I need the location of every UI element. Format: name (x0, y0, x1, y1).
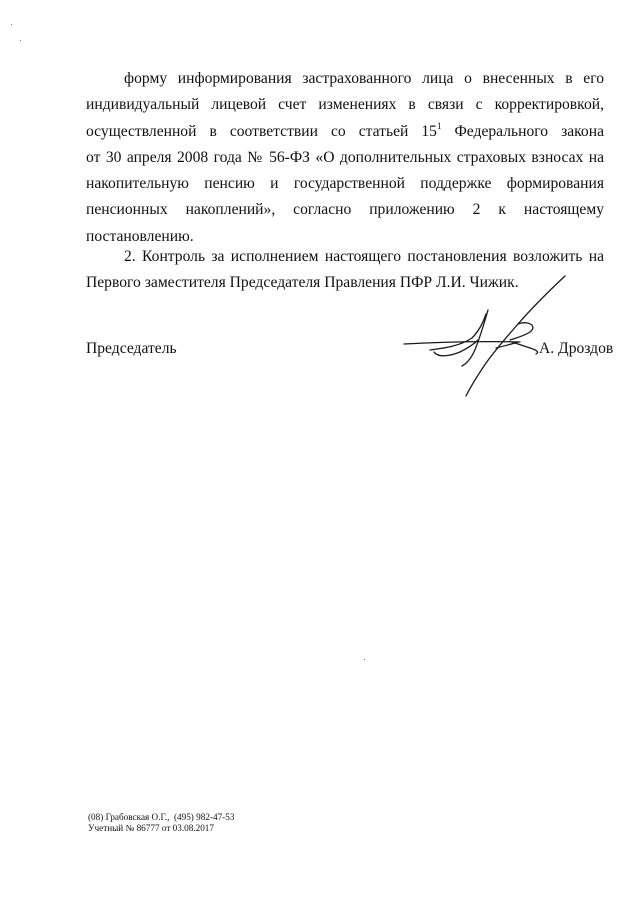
document-footer (88, 812, 234, 834)
signatory-title: Председатель (86, 340, 177, 357)
text-line: индивидуальный лицевой счет изменениях в связи с корректировкой, (86, 96, 604, 114)
text-line: постановлению. (86, 227, 194, 245)
text-line: Первого заместителя Председателя Правления ПФР Л.И. Чижик. (86, 274, 519, 292)
handwritten-signature (400, 268, 580, 403)
text-line (86, 119, 604, 145)
signatory-name: А. Дроздов (539, 340, 614, 357)
scan-speck (364, 659, 365, 660)
text-line: пенсионных накоплений», согласно приложению 2 к настоящему (86, 201, 604, 219)
text-line: накопительную пенсию и государственной поддержке формирования (86, 175, 604, 193)
text-line: от 30 апреля 2008 года № 56-ФЗ «О дополнительных страховых взносах на (86, 148, 604, 166)
text-line: 2. Контроль за исполнением настоящего постановления возложить на (124, 248, 604, 265)
text-line-part: Федерального закона (441, 122, 604, 140)
text-line-part: осуществленной в соответствии со статьей 15 (86, 122, 437, 140)
scan-speck (20, 40, 21, 41)
article-superscript: 1 (436, 120, 442, 131)
registration-number: Учетный № 86777 от 03.08.2017 (88, 823, 214, 833)
paragraph-1 (86, 66, 604, 250)
executor-contact: (08) Грабовская О.Г., (495) 982-47-53 (88, 812, 235, 822)
text-line: форму информирования застрахованного лица о внесенных в его (124, 70, 604, 87)
scan-speck (11, 24, 12, 25)
